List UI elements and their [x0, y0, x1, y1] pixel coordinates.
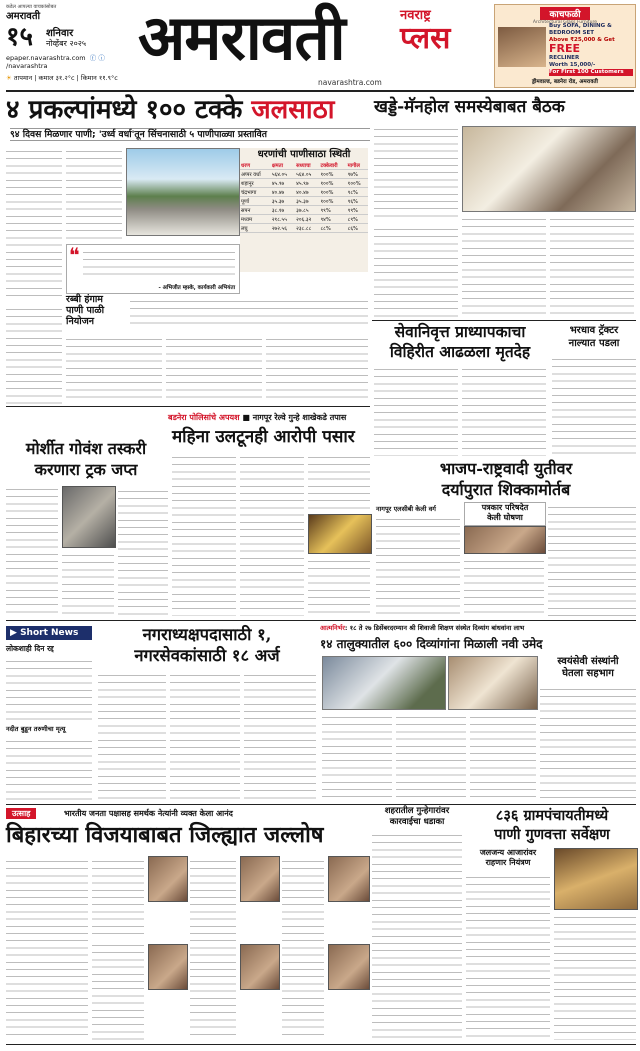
dam-table-cell: लघु — [240, 224, 271, 233]
lead-col-6 — [266, 334, 368, 404]
divyang-headline: १४ तालुक्यातील ६०० दिव्यांगांना मिळाली नवी उमेद — [320, 637, 543, 651]
dam-table-cell: शहानूर — [240, 179, 271, 188]
leader-photo-4 — [240, 944, 280, 990]
dam-table-cell: ९७% — [347, 170, 368, 179]
dam-table-header: टक्केवारी — [319, 161, 346, 170]
issue-date: नोव्हेंबर २०२५ — [46, 39, 87, 48]
ad-line4: RECLINER — [549, 55, 580, 62]
divyang-col-1 — [322, 712, 392, 800]
lead-headline: ४ प्रकल्पांमध्ये १०० टक्के जलसाठा — [6, 95, 335, 125]
leader-photo-5 — [328, 856, 370, 902]
dam-table-cell: १००% — [319, 170, 346, 179]
meeting-photo — [462, 126, 636, 212]
masthead-subtitle-top: नवराष्ट्र — [400, 8, 431, 23]
politics-headline: भाजप-राष्ट्रवादी युतीवर दर्यापुरात शिक्कामोर्तब — [439, 459, 573, 499]
dam-table-row — [240, 179, 368, 188]
rabi-text — [130, 296, 368, 330]
temp-max: कमाल ३१.२°c — [38, 74, 75, 82]
meeting-headline: खड्डे-मॅनहोल समस्येबाबत बैठक — [374, 97, 565, 117]
dam-table-row — [240, 206, 368, 215]
sun-icon: ☀ — [6, 74, 12, 82]
rule-lead — [6, 406, 370, 407]
rule-lower — [6, 804, 636, 805]
meeting-col-4 — [550, 214, 634, 320]
weather-label: तापमान — [13, 74, 33, 82]
celebration-strap: भारतीय जनता पक्षासह समर्थक नेत्यांनी व्यक्त केला आनंद — [64, 809, 233, 818]
celebration-col-2 — [92, 856, 144, 936]
water-photo — [554, 848, 638, 910]
lead-col-5 — [166, 334, 262, 404]
dam-table-header: क्षमता — [271, 161, 295, 170]
ad-tag: Architectural Glass Furniture — [532, 20, 598, 25]
dam-table-cell: मध्यम — [240, 215, 271, 224]
water-col-2 — [554, 912, 636, 1040]
divyang-col-2 — [396, 712, 466, 800]
badnera-col-1 — [172, 452, 236, 616]
ngo-text — [540, 684, 636, 800]
ad-line1: Buy SOFA, DINING & — [549, 23, 612, 29]
short-news-icon: ▶ — [10, 628, 21, 638]
dam-table-cell: ८९% — [347, 215, 368, 224]
ad-line3: Above ₹25,000 & Get — [549, 36, 615, 43]
leader-photo-2 — [148, 944, 188, 990]
dam-table — [240, 148, 368, 272]
celebration-tag: उत्साह — [6, 808, 36, 819]
cow-col-1 — [6, 484, 58, 616]
mayor-headline: नगराध्यक्षपदासाठी १, नगरसेवकांसाठी १८ अर्ज — [134, 625, 280, 665]
lead-col-2 — [66, 146, 122, 240]
quote-text — [83, 247, 235, 281]
dam-table-cell: १००% — [319, 197, 346, 206]
meeting-col-1 — [374, 124, 458, 220]
mayor-col-1 — [98, 670, 166, 800]
dam-table-cell: २१८.५५ — [271, 215, 295, 224]
dam-table-cell: ४५.९७ — [295, 179, 319, 188]
professor-col-1 — [374, 364, 458, 456]
water-col-1 — [466, 872, 550, 1040]
badnera-col-2 — [240, 452, 304, 616]
masthead-title: अमरावती — [138, 1, 345, 74]
water-subhead: जलजन्य आजारांवर राहणार नियंत्रण — [479, 848, 537, 867]
rabi-box: रब्बी हंगाम पाणी पाळी नियोजन — [66, 294, 105, 327]
dam-table-cell: ३५.३७ — [271, 197, 295, 206]
dam-table-cell: ५६४.०५ — [295, 170, 319, 179]
leader-photo-3 — [240, 856, 280, 902]
short-news-label: ▶ Short News — [6, 626, 92, 640]
mayor-col-3 — [244, 670, 316, 800]
ad-sofa-image — [498, 27, 546, 67]
short-news-2-title: नदीत बुडून तरुणीचा मृत्यू — [6, 725, 66, 733]
cow-col-3 — [62, 550, 114, 616]
meeting-col-2 — [374, 224, 458, 320]
dam-table-cell: २०६.३२ — [295, 215, 319, 224]
dam-table-cell: चंद्रभागा — [240, 188, 271, 197]
dam-table-cell: १००% — [347, 179, 368, 188]
dam-table-cell: ८६% — [347, 224, 368, 233]
ad-brand: काचफळी — [540, 7, 590, 20]
rule-meeting — [372, 320, 636, 321]
quote-icon: ❝ — [69, 243, 80, 267]
lead-subhead: ९४ दिवस मिळणार पाणी; 'उर्ध्व वर्धा'तून सिंचनासाठी ५ पाणीपाळ्या प्रस्तावित — [10, 128, 370, 141]
dam-table-row — [240, 170, 368, 179]
divyang-strap: आत्मनिर्भर: १८ ते २७ डिसेंबरदरम्यान श्री शिवाजी शिक्षण संस्थेत दिव्यांग बांधवांना लाभ — [320, 624, 525, 632]
dam-table-row — [240, 224, 368, 233]
dam-table-cell: ९४% — [319, 215, 346, 224]
dam-table-cell: २७२.५६ — [271, 224, 295, 233]
cow-headline: मोर्शीत गोवंश तस्करी करणारा ट्रक जप्त — [25, 439, 147, 479]
dam-table-grid — [240, 161, 368, 233]
social-icon: ⓕ ⓘ — [89, 54, 105, 62]
dam-table-row — [240, 188, 368, 197]
celebration-col-1 — [6, 856, 88, 1040]
dam-table-header: मागील — [347, 161, 368, 170]
tractor-text — [552, 354, 636, 456]
dam-table-cell: ४०.४७ — [271, 188, 295, 197]
short-news-1-title: लोकशाही दिन रद्द — [6, 644, 54, 653]
badnera-headline: महिना उलटूनही आरोपी पसार — [172, 427, 355, 447]
politics-col-1 — [464, 556, 544, 616]
edition-city: अमरावती — [6, 11, 41, 22]
celebration-col-3 — [92, 940, 144, 1040]
dam-table-header: सध्याचा — [295, 161, 319, 170]
water-headline: ८३६ ग्रामपंचायतीमध्ये पाणी गुणवत्ता सर्वेक्षण — [494, 807, 610, 843]
dam-table-cell: ९८% — [347, 188, 368, 197]
mayor-col-2 — [170, 670, 240, 800]
short-news-1-text — [6, 656, 92, 720]
celebration-col-5 — [282, 856, 324, 1040]
dam-table-row — [240, 197, 368, 206]
lead-col-4 — [66, 334, 162, 404]
professor-headline: सेवानिवृत्त प्राध्यापकाचा विहिरीत आढळला मृतदेह — [389, 322, 531, 361]
meeting-col-3 — [462, 214, 546, 320]
badnera-col-4 — [308, 556, 370, 616]
dam-photo — [126, 148, 240, 236]
ad-line2: BEDROOM SET — [549, 29, 594, 36]
ad-line5: Worth 15,000/- — [549, 62, 596, 69]
dam-table-cell: ९९% — [319, 206, 346, 215]
ad-free: FREE — [549, 42, 581, 56]
edition-block: कडेल आपल्या वाचकांसोबत अमरावती १५ शनिवार नोव्हेंबर २०२५ epaper.navarashtra.com ⓕ ⓘ /navarashtra ☀ तापमान | कमाल ३१.२°c | किमान ११.९°c — [6, 4, 130, 86]
press-photo — [464, 526, 546, 554]
lead-col-3 — [6, 304, 62, 404]
dam-table-cell: ३८.१७ — [271, 206, 295, 215]
celebration-col-4 — [190, 856, 236, 1040]
dam-table-title: धरणांची पाणीसाठा स्थिती — [257, 149, 351, 160]
badnera-col-3 — [308, 452, 370, 512]
crime-text — [372, 830, 462, 1040]
nagpur-lcb: नागपूर एलसीबी केली वर्ग — [376, 505, 436, 513]
dam-table-cell: सपन — [240, 206, 271, 215]
masthead-rule — [6, 90, 634, 92]
epaper-link[interactable]: epaper.navarashtra.com ⓕ ⓘ /navarashtra — [6, 54, 105, 70]
lead-col-1 — [6, 146, 62, 300]
ad-line6: For First 100 Customers — [549, 69, 633, 76]
edition-tagline: कडेल आपल्या वाचकांसोबत — [6, 4, 57, 10]
dam-table-row — [240, 215, 368, 224]
ngo-headline: स्वयंसेवी संस्थांनी घेतला सहभाग — [557, 656, 619, 679]
politics-col-2 — [548, 502, 636, 616]
dam-table-cell: ८८% — [319, 224, 346, 233]
dam-table-cell: अप्पर वर्धा — [240, 170, 271, 179]
badnera-strap: बडनेरा पोलिसांचे अपयश ■ नागपूर रेल्वे गुन्हे शाखेकडे तपास — [168, 413, 347, 422]
politics-col-0 — [376, 514, 460, 616]
dam-table-cell: १००% — [319, 179, 346, 188]
footer-rule — [6, 1044, 636, 1045]
dam-table-cell: ९९% — [347, 206, 368, 215]
dam-table-cell: पूर्णा — [240, 197, 271, 206]
dam-table-header: धरण — [240, 161, 271, 170]
divyang-photo — [322, 656, 446, 710]
dam-table-cell: ४०.४७ — [295, 188, 319, 197]
dam-table-cell: ५६४.०५ — [271, 170, 295, 179]
press-box: पत्रकार परिषदेत केली घोषणा — [464, 502, 546, 526]
dam-table-cell: ३७.८५ — [295, 206, 319, 215]
dam-table-cell: १००% — [319, 188, 346, 197]
cow-col-2 — [118, 486, 168, 616]
rule-mid — [6, 620, 636, 621]
ad-footer: ड्रीमवाल्ड, बडनेरा रोड, अमरावती — [532, 79, 598, 85]
tractor-headline: भरधाव ट्रॅक्टर नाल्यात पडला — [568, 325, 620, 349]
site-url[interactable]: navarashtra.com — [318, 78, 382, 87]
weekday: शनिवार — [46, 28, 74, 39]
lead-quote — [66, 244, 240, 294]
professor-col-2 — [462, 364, 546, 456]
crime-headline: शहरातील गुन्हेगारांवर कारवाईचा धडाका — [384, 806, 450, 827]
dam-table-cell: ३५.३७ — [295, 197, 319, 206]
truck-photo — [62, 486, 116, 548]
dam-table-cell: ४५.९७ — [271, 179, 295, 188]
ad-box[interactable] — [494, 4, 636, 88]
quote-author: - अभिजीत म्हस्के, कार्यकारी अभियंता — [158, 285, 235, 291]
day-number: १५ — [6, 22, 34, 52]
leader-photo-1 — [148, 856, 188, 902]
masthead-subtitle-bottom: प्लस — [400, 21, 451, 56]
short-news-2-text — [6, 736, 92, 800]
divyang-col-3 — [470, 712, 536, 800]
masthead-plus — [400, 8, 460, 55]
temp-min: किमान ११.९°c — [80, 74, 118, 82]
celebration-headline: बिहारच्या विजयाबाबत जिल्ह्यात जल्लोष — [6, 822, 324, 848]
dam-table-cell: ९६% — [347, 197, 368, 206]
dam-table-cell: २३८.८८ — [295, 224, 319, 233]
leader-photo-6 — [328, 944, 370, 990]
divyang-photo-2 — [448, 656, 538, 710]
jewellery-photo — [308, 514, 372, 554]
